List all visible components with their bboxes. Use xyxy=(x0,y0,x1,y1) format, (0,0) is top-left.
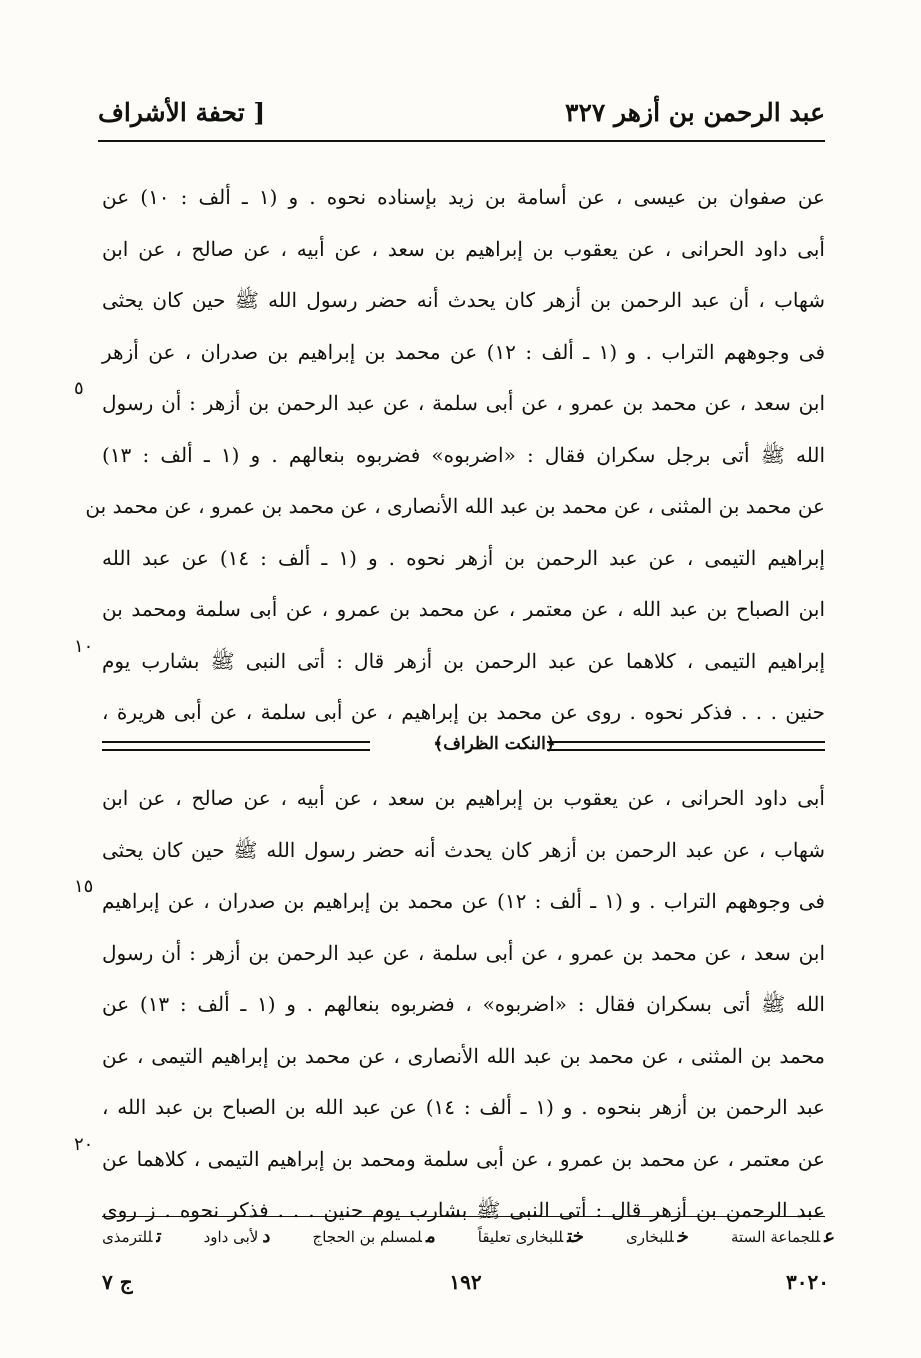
book-title: [ تحفة الأشراف xyxy=(98,98,266,127)
text-line: حنين . . . فذكر نحوه . روى عن محمد بن إبراهيم ، عن أبى سلمة ، عن أبى هريرة ، xyxy=(102,700,825,724)
hadith-number: ٣٠٢٠ xyxy=(786,1270,829,1294)
text-line: الله ﷺ أتى برجل سكران فقال : «اضربوه» فضربوه بنعالهم . و (١ ـ ألف : ١٣) xyxy=(102,442,825,467)
abbreviation-key xyxy=(102,1226,835,1247)
divider-rule-right xyxy=(547,741,825,751)
text-line: إبراهيم التيمى ، عن عبد الرحمن بن أزهر نحوه . و (١ ـ ألف : ١٤) عن عبد الله xyxy=(102,545,825,570)
section-title: عبد الرحمن بن أزهر ٣٢٧ xyxy=(565,98,825,127)
line-number: ١٠ xyxy=(74,636,94,657)
text-line: عن محمد بن المثنى ، عن محمد بن عبد الله الأنصارى ، عن محمد بن عمرو ، عن محمد بن xyxy=(85,494,825,518)
line-number: ٥ xyxy=(74,378,84,399)
text-line: شهاب ، أن عبد الرحمن بن أزهر كان يحدث أنه حضر رسول الله ﷺ حين كان يحثى xyxy=(102,288,825,312)
abbreviation-item: ختللبخارى تعليقاً xyxy=(477,1226,584,1247)
section-divider xyxy=(102,733,825,755)
page-number: ١٩٢ xyxy=(449,1270,482,1294)
text-line: أبى داود الحرانى ، عن يعقوب بن إبراهيم بن سعد ، عن أبيه ، عن صالح ، عن ابن xyxy=(102,786,825,810)
divider-label: ﴿النكت الظراف﴾ xyxy=(433,734,556,754)
abbreviation-item: ملمسلم بن الحجاج xyxy=(312,1226,436,1247)
abbreviation-item: تللترمذى xyxy=(102,1226,162,1247)
text-line: أبى داود الحرانى ، عن يعقوب بن إبراهيم بن سعد ، عن أبيه ، عن صالح ، عن ابن xyxy=(102,236,825,261)
nukat-text xyxy=(102,773,825,1237)
text-line: عبد الرحمن بن أزهر بنحوه . و (١ ـ ألف : ١٤) عن عبد الله بن الصباح بن عبد الله ، xyxy=(102,1095,825,1119)
footnote-rule xyxy=(102,1216,825,1217)
text-line: الله ﷺ أتى بسكران فقال : «اضربوه» ، فضربوه بنعالهم . و (١ ـ ألف : ١٣) عن xyxy=(102,992,825,1016)
text-line: ابن سعد ، عن محمد بن عمرو ، عن أبى سلمة ، عن عبد الرحمن بن أزهر : أن رسول xyxy=(102,391,825,415)
line-number: ١٥ xyxy=(74,876,94,897)
line-number: ٢٠ xyxy=(74,1134,94,1155)
text-line: ابن الصباح بن عبد الله ، عن معتمر ، عن محمد بن عمرو ، عن أبى سلمة ومحمد بن xyxy=(102,597,825,621)
volume-number: ج ٧ xyxy=(102,1270,133,1294)
text-line: عن معتمر ، عن محمد بن عمرو ، عن أبى سلمة ومحمد بن إبراهيم التيمى ، كلاهما عن xyxy=(102,1146,825,1171)
abbreviation-item: عللجماعة الستة xyxy=(730,1226,835,1247)
abbreviation-item: خللبخارى xyxy=(625,1226,689,1247)
text-line: محمد بن المثنى ، عن محمد بن عبد الله الأنصارى ، عن محمد بن إبراهيم التيمى ، عن xyxy=(102,1043,826,1068)
text-line: عبد الرحمن بن أزهر قال : أتى النبى ﷺ بشارب يوم حنين . . . فذكر نحوه . ز روى xyxy=(102,1198,825,1222)
text-line: فى وجوههم التراب . و (١ ـ ألف : ١٢) عن محمد بن إبراهيم بن صدران ، عن إبراهيم xyxy=(102,889,825,913)
text-line: إبراهيم التيمى ، كلاهما عن عبد الرحمن بن أزهر قال : أتى النبى ﷺ بشارب يوم xyxy=(102,648,825,673)
text-line: شهاب ، عن عبد الرحمن بن أزهر كان يحدث أنه حضر رسول الله ﷺ حين كان يحثى xyxy=(102,837,825,862)
text-line: فى وجوههم التراب . و (١ ـ ألف : ١٢) عن محمد بن إبراهيم بن صدران ، عن أزهر xyxy=(102,339,826,364)
running-header xyxy=(98,96,825,142)
abbreviation-item: دلأبى داود xyxy=(203,1226,271,1247)
text-line: عن صفوان بن عيسى ، عن أسامة بن زيد بإسناده نحوه . و (١ ـ ألف : ١٠) عن xyxy=(102,185,825,209)
main-text xyxy=(85,172,826,739)
text-line: ابن سعد ، عن محمد بن عمرو ، عن أبى سلمة ، عن عبد الرحمن بن أزهر : أن رسول xyxy=(102,940,825,965)
page-footer xyxy=(102,1270,829,1300)
divider-rule-left xyxy=(102,741,370,751)
